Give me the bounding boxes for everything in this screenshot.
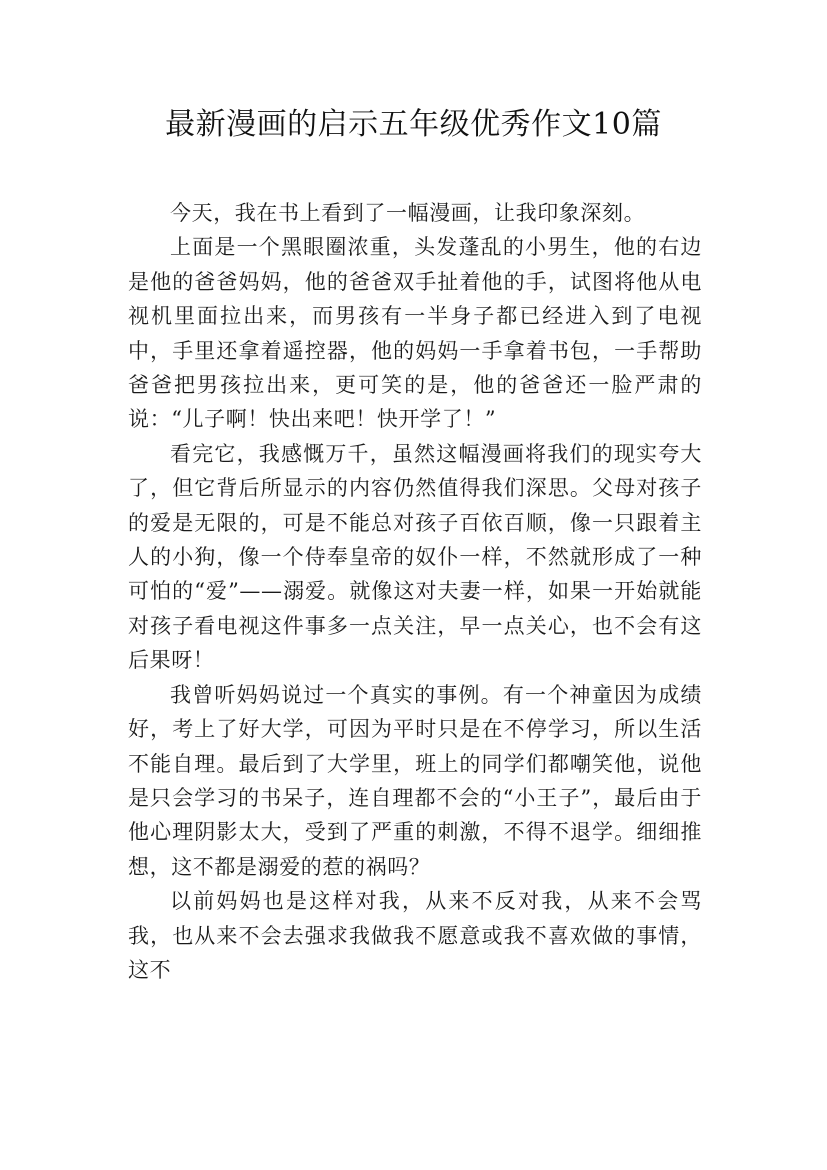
document-body [128,196,702,987]
paragraph: 看完它，我感慨万千，虽然这幅漫画将我们的现实夸大了，但它背后所显示的内容仍然值得我们深思。父母对孩子的爱是无限的，可是不能总对孩子百依百顺，像一只跟着主人的小狗，像一个侍奉皇帝的奴仆一样，不然就形成了一种可怕的“爱”——溺爱。就像这对夫妻一样，如果一开始就能对孩子看电视这件事多一点关注，早一点关心，也不会有这后果呀！ [128,441,702,673]
paragraph: 以前妈妈也是这样对我，从来不反对我，从来不会骂我，也从来不会去强求我做我不愿意或我不喜欢做的事情，这不 [128,889,702,982]
paragraph: 今天，我在书上看到了一幅漫画，让我印象深刻。 [170,201,646,225]
paragraph: 我曾听妈妈说过一个真实的事例。有一个神童因为成绩好，考上了好大学，可因为平时只是在不停学习，所以生活不能自理。最后到了大学里，班上的同学们都嘲笑他，说他是只会学习的书呆子，连自理都不会的“小王子”，最后由于他心理阴影太大，受到了严重的刺激，不得不退学。细细推想，这不都是溺爱的惹的祸吗？ [128,682,702,879]
document-title: 最新漫画的启示五年级优秀作文10篇 [165,107,662,142]
paragraph: 上面是一个黑眼圈浓重，头发蓬乱的小男生，他的右边是他的爸爸妈妈，他的爸爸双手扯着他的手，试图将他从电视机里面拉出来，而男孩有一半身子都已经进入到了电视中，手里还拿着遥控器，他的妈妈一手拿着书包，一手帮助爸爸把男孩拉出来，更可笑的是，他的爸爸还一脸严肃的说：“儿子啊！快出来吧！快开学了！” [128,235,702,432]
